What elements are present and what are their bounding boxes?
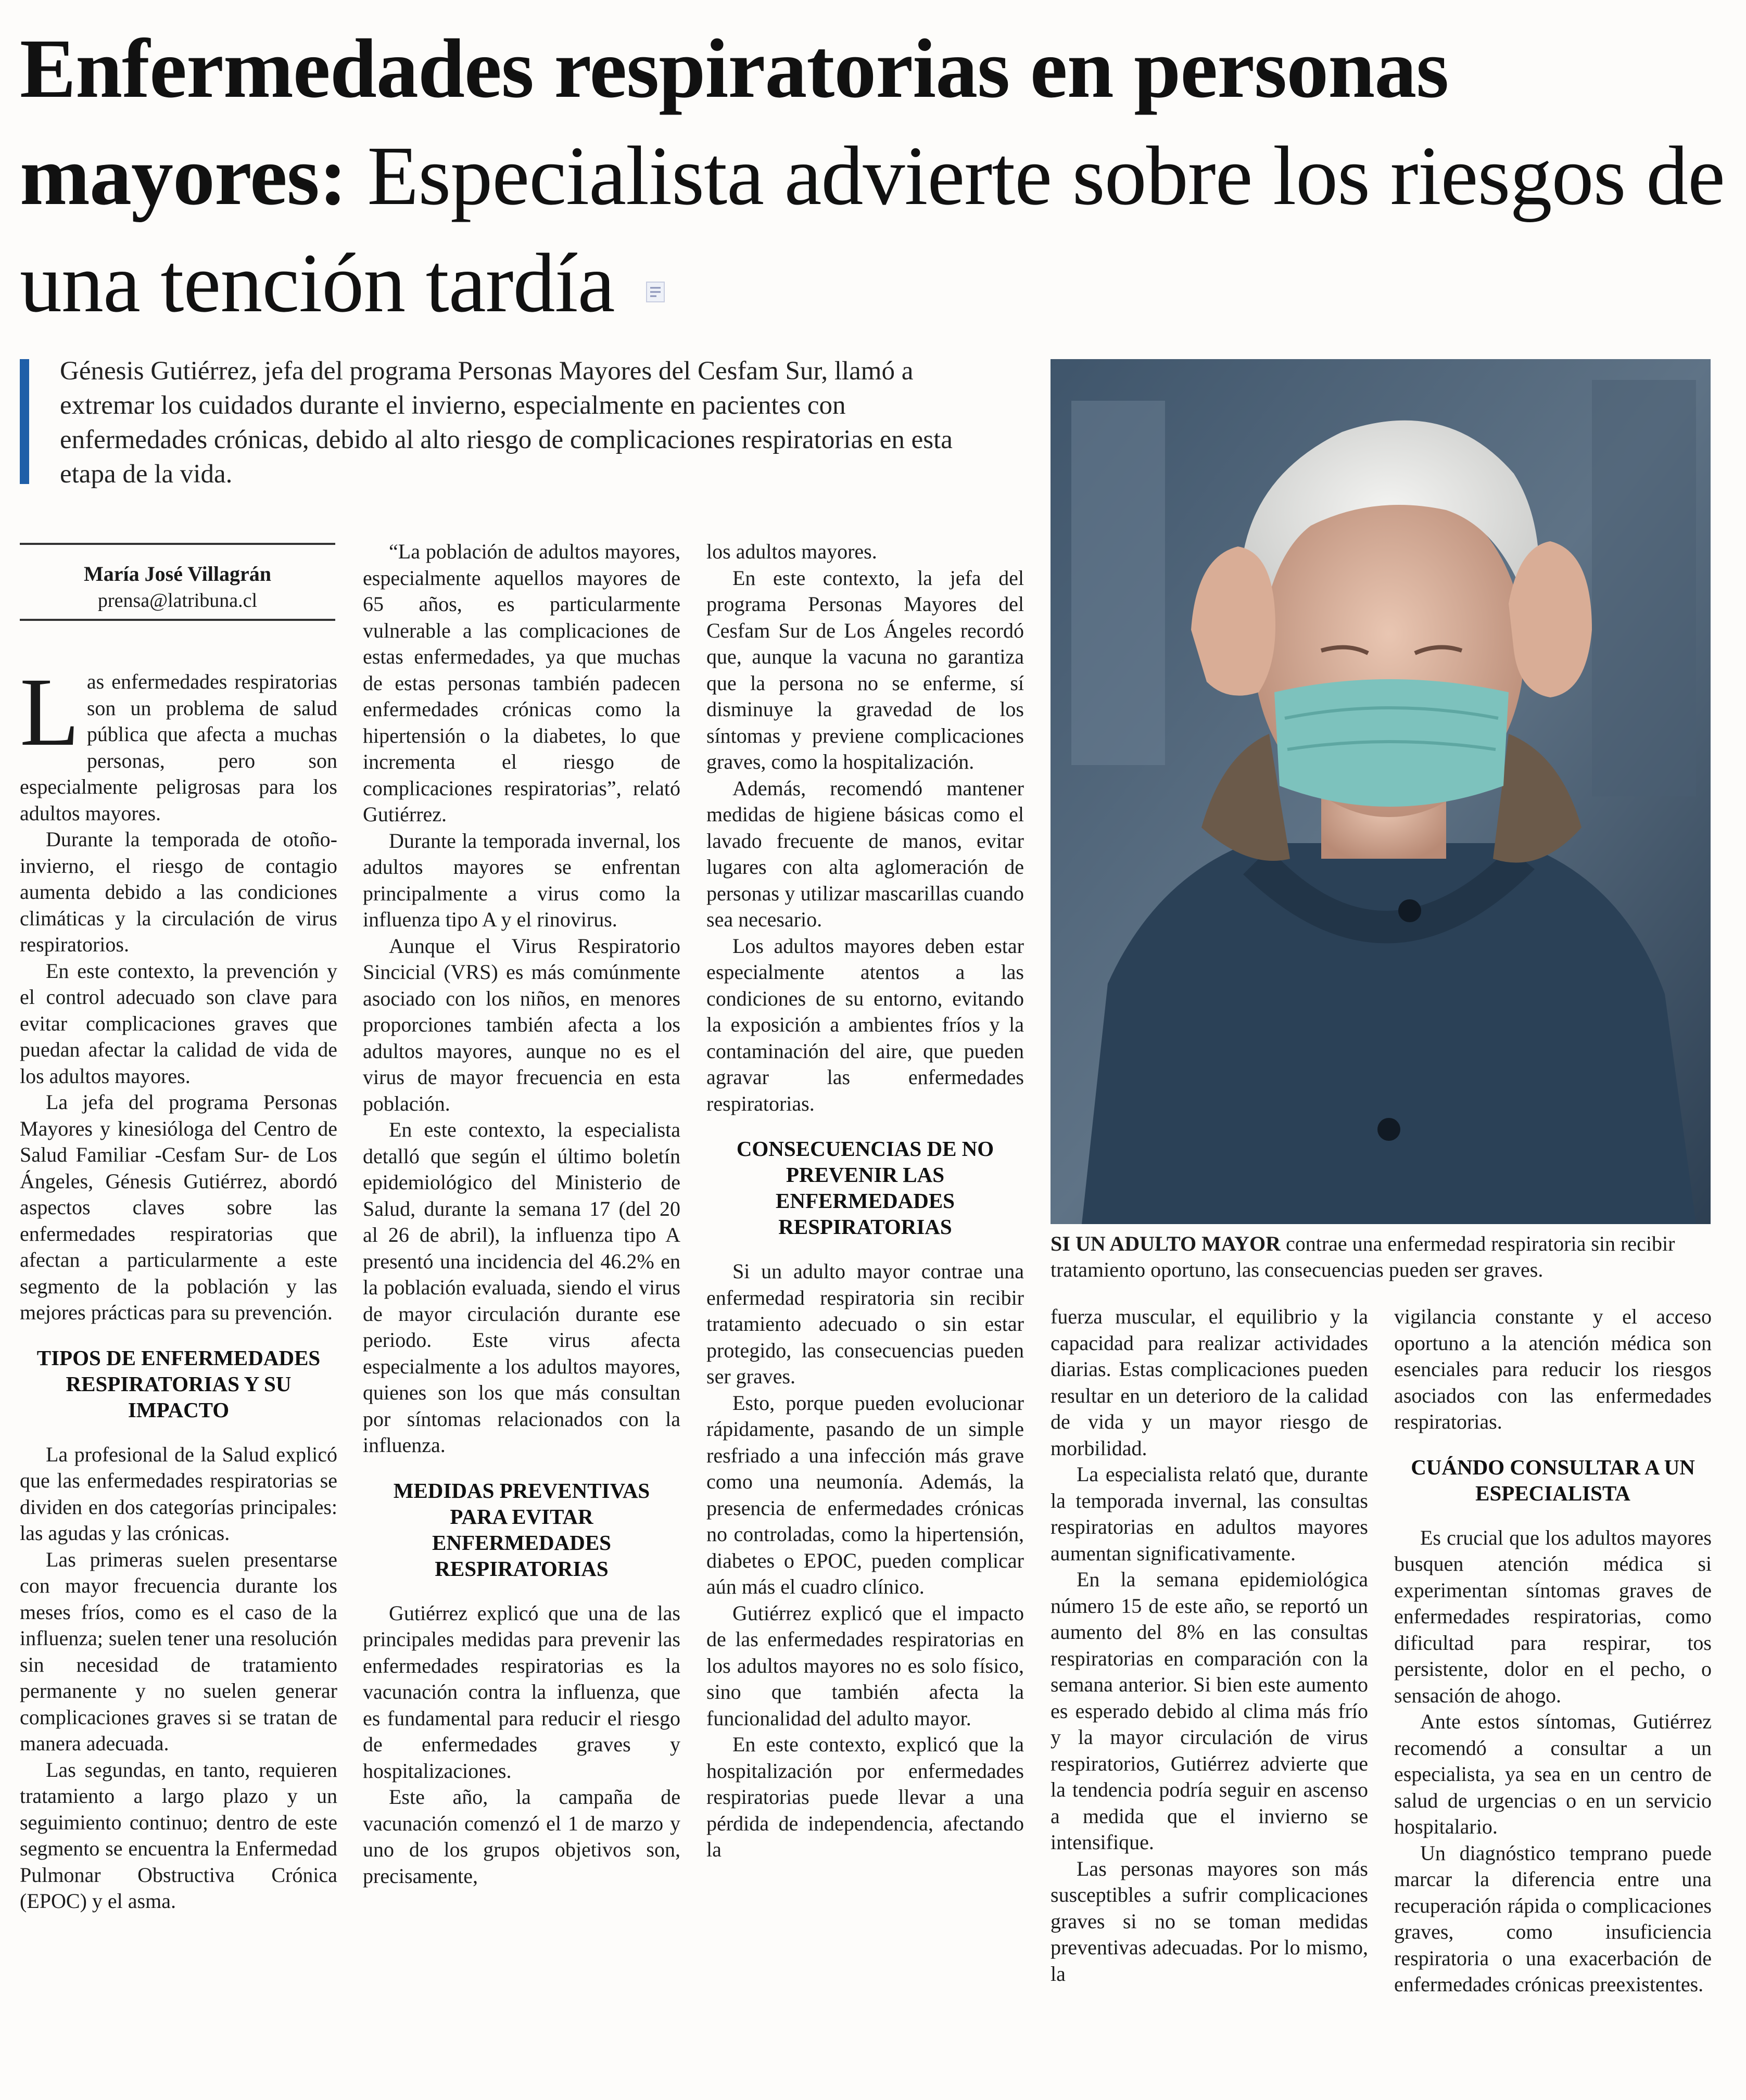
paragraph: En este contexto, la prevención y el control adecuado son clave para evitar complicaciones graves que puedan afectar la calidad de vida de los adultos mayores. — [20, 959, 337, 1088]
paragraph: fuerza muscular, el equilibrio y la capacidad para realizar actividades diarias. Estas complicaciones pueden resultar en un deterioro de la calidad de vida y un mayor riesgo de morbilidad. — [1051, 1305, 1368, 1460]
paragraph: Durante la temporada invernal, los adultos mayores se enfrentan principalmente a virus como la influenza tipo A y el rinovirus. — [363, 829, 680, 931]
column-1 — [20, 657, 337, 1915]
column-4 — [1051, 1304, 1368, 1987]
paragraph: En este contexto, la especialista detalló que según el último boletín epidemiológico del Ministerio de Salud, durante la semana 17 (del 20 al 26 de abril), la influenza tipo A presentó una incidencia del 46.2% en la población evaluada, siendo el virus de mayor circulación durante ese periodo. Este virus afecta especialmente a los adultos mayores, quienes son los que más consultan por síntomas relacionados con la influenza. — [363, 1118, 680, 1457]
headline-regular: Especialista advierte sobre los riesgos de una tención tardía — [20, 130, 1725, 330]
paragraph: Durante la temporada de otoño-invierno, el riesgo de contagio aumenta debido a las condiciones climáticas y la circulación de virus respiratorios. — [20, 828, 337, 956]
paragraph — [20, 657, 337, 826]
subheading: CONSECUENCIAS DE NO PREVENIR LAS ENFERMEDADES RESPIRATORIAS — [736, 1137, 994, 1239]
paragraph: Esto, porque pueden evolucionar rápidamente, pasando de un simple resfriado a una infección más grave como una neumonía. Además, la presencia de enfermedades crónicas no controladas, como la hipertensión, diabetes o EPOC, pueden complicar aún más el cuadro clínico. — [706, 1391, 1024, 1598]
headline — [20, 16, 1727, 337]
caption-lead: SI UN ADULTO MAYOR — [1051, 1232, 1281, 1255]
paragraph: Es crucial que los adultos mayores busquen atención médica si experimentan síntomas graves de enfermedades respiratorias, como dificultad para respirar, tos persistente, dolor en el pecho, o sensación de ahogo. — [1394, 1525, 1712, 1707]
drop-cap: L — [20, 657, 80, 766]
paragraph-text: as enfermedades respiratorias son un problema de salud pública que afecta a muchas personas, pero son especialmente peligrosas para los adultos mayores. — [20, 670, 337, 825]
paragraph: En este contexto, la jefa del programa Personas Mayores del Cesfam Sur de Los Ángeles recordó que, aunque la vacuna no garantiza que la persona no se enferme, sí disminuye la gravedad de los síntomas y previene complicaciones graves, como la hospitalización. — [706, 566, 1024, 773]
column-3 — [706, 539, 1024, 1863]
byline-author: María José Villagrán — [84, 562, 271, 586]
photo-caption — [1051, 1231, 1711, 1283]
paragraph: En la semana epidemiológica número 15 de este año, se reportó un aumento del 8% en las consultas respiratorias en comparación con la semana anterior. Si bien este aumento es esperado debido al clima más frío y la mayor circulación de virus respiratorios, Gutiérrez advierte que la tendencia podría seguir en ascenso a medida que el invierno se intensifique. — [1051, 1568, 1368, 1854]
paragraph: Gutiérrez explicó que el impacto de las enfermedades respiratorias en los adultos mayores no es solo físico, sino que también afecta la funcionalidad del adulto mayor. — [706, 1601, 1024, 1730]
paragraph: La especialista relató que, durante la temporada invernal, las consultas respiratorias en adultos mayores aumentan significativamente. — [1051, 1462, 1368, 1565]
paragraph: La profesional de la Salud explicó que las enfermedades respiratorias se dividen en dos categorías principales: las agudas y las crónicas. — [20, 1442, 337, 1545]
paragraph: vigilancia constante y el acceso oportuno a la atención médica son esenciales para reducir los riesgos asociados con las enfermedades respiratorias. — [1394, 1305, 1712, 1433]
paragraph: Las personas mayores son más susceptibles a sufrir complicaciones graves si no se toman medidas preventivas adecuadas. Por lo mismo, la — [1051, 1856, 1368, 1986]
paragraph: Si un adulto mayor contrae una enfermedad respiratoria sin recibir tratamiento adecuado o sin estar protegido, las consecuencias pueden ser graves. — [706, 1259, 1024, 1388]
caption-text: contrae una enfermedad respiratoria sin recibir tratamiento oportuno, las consecuencias pueden ser graves. — [1051, 1232, 1675, 1281]
lead-paragraph: Génesis Gutiérrez, jefa del programa Personas Mayores del Cesfam Sur, llamó a extremar los cuidados durante el invierno, especialmente en pacientes con enfermedades crónicas, debido al alto riesgo de complicaciones respiratorias en esta etapa de la vida. — [60, 357, 953, 489]
paragraph: Las segundas, en tanto, requieren tratamiento a largo plazo y un seguimiento continuo; dentro de este segmento se encuentra la Enfermedad Pulmonar Obstructiva Crónica (EPOC) y el asma. — [20, 1758, 337, 1913]
column-5 — [1394, 1304, 1712, 1998]
paragraph: Un diagnóstico temprano puede marcar la diferencia entre una recuperación rápida o complicaciones graves, como insuficiencia respiratoria o una exacerbación de enfermedades crónicas preexistentes. — [1394, 1841, 1712, 1996]
photo-illustration — [1051, 359, 1711, 1224]
byline — [20, 543, 335, 621]
subheading: CUÁNDO CONSULTAR A UN ESPECIALISTA — [1411, 1455, 1695, 1505]
subheading: TIPOS DE ENFERMEDADES RESPIRATORIAS Y SU IMPACTO — [36, 1345, 321, 1422]
paragraph: La jefa del programa Personas Mayores y kinesióloga del Centro de Salud Familiar -Cesfam Sur- de Los Ángeles, Génesis Gutiérrez, abordó aspectos claves sobre las enfermedades respiratorias que afectan a particularmente a este segmento de la población y las mejores prácticas para su prevención. — [20, 1090, 337, 1324]
subheading: MEDIDAS PREVENTIVAS PARA EVITAR ENFERMEDADES RESPIRATORIAS — [393, 1478, 650, 1581]
column-2 — [363, 539, 680, 1889]
paragraph: Este año, la campaña de vacunación comenzó el 1 de marzo y uno de los grupos objetivos son, precisamente, — [363, 1785, 680, 1888]
paragraph: Gutiérrez explicó que una de las principales medidas para prevenir las enfermedades respiratorias es la vacunación contra la influenza, que es fundamental para reducir el riesgo de enfermedades graves y hospitalizaciones. — [363, 1601, 680, 1783]
paragraph: Además, recomendó mantener medidas de higiene básicas como el lavado frecuente de manos, evitar lugares con alta aglomeración de personas y utilizar mascarillas cuando sea necesario. — [706, 776, 1024, 931]
byline-email[interactable]: prensa@latribuna.cl — [97, 590, 258, 612]
paragraph: los adultos mayores. — [706, 540, 877, 563]
headline-bold: Enfermedades respiratorias en personas mayores: — [20, 22, 1449, 223]
note-icon[interactable] — [646, 282, 665, 302]
paragraph: “La población de adultos mayores, especialmente aquellos mayores de 65 años, es particularmente vulnerable a las complicaciones de estas enfermedades, ya que muchas de estas personas también padecen enfermedades crónicas como la hipertensión o la diabetes, lo que incrementa el riesgo de complicaciones respiratorias”, relató Gutiérrez. — [363, 540, 680, 826]
paragraph: Aunque el Virus Respiratorio Sincicial (VRS) es más comúnmente asociado con los niños, en menores proporciones también afecta a los adultos mayores, aunque no es el virus de mayor frecuencia en esta población. — [363, 934, 680, 1115]
paragraph: En este contexto, explicó que la hospitalización por enfermedades respiratorias puede llevar a una pérdida de independencia, afectando la — [706, 1733, 1024, 1861]
paragraph: Los adultos mayores deben estar especialmente atentos a las condiciones de su entorno, evitando la exposición a ambientes fríos y la contaminación del aire, que pueden agravar las enfermedades respiratorias. — [706, 934, 1024, 1115]
paragraph: Las primeras suelen presentarse con mayor frecuencia durante los meses fríos, como es el caso de la influenza; suelen tener una resolución sin necesidad de tratamiento permanente y no suelen generar complicaciones graves si se tratan de manera adecuada. — [20, 1547, 337, 1755]
person-with-mask-image — [1051, 359, 1711, 1224]
lead-accent-bar — [20, 359, 29, 484]
paragraph: Ante estos síntomas, Gutiérrez recomendó a consultar a un especialista, ya sea en un centro de salud de urgencias o en un servicio hospitalario. — [1394, 1710, 1712, 1838]
